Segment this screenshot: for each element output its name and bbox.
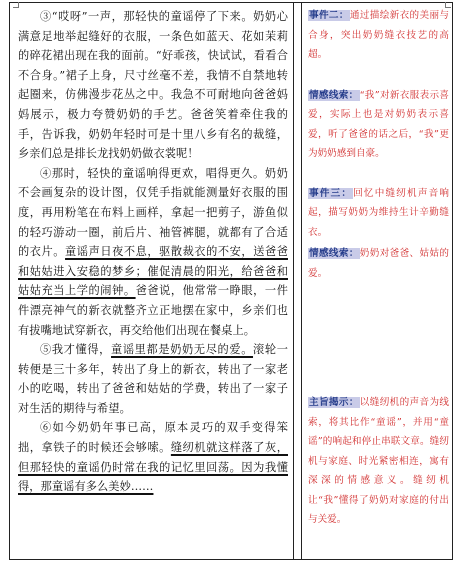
annotation-text: “我”对新衣服表示喜爱，实际上也是对奶奶表示喜爱，听了爸爸的话之后，“我”更为奶奶感到自豪。 bbox=[308, 89, 450, 159]
paragraph-6-intro: ⑥如今奶奶年事已高，原本灵巧的双手变得笨拙，拿铁子的时候还会够嗦。 bbox=[18, 421, 288, 455]
annotation-tag: 主旨揭示： bbox=[309, 397, 359, 408]
paragraph-5-end: 滚轮一转便是三十多年，转出了身上的新衣，转出了一家老小的吃喝，转出了爸爸和姑姑的学费，转出了一家子对生活的期待与希望。 bbox=[18, 343, 288, 415]
paragraph-5 bbox=[10, 340, 293, 418]
paragraph-5-underlined: 童谣里都是奶奶无尽的爱。 bbox=[111, 343, 254, 357]
annotation-emotion-one bbox=[305, 86, 453, 164]
paragraph-4 bbox=[10, 164, 293, 340]
paragraph-4-end: 爸爸说，他常常一睁眼，一件件漂亮神气的新衣就整齐立正地摆在家中，乡亲们也有拔嘴地试穿新衣，再交给他们出现在餐桌上。 bbox=[18, 284, 288, 337]
annotation-event-three bbox=[305, 184, 453, 243]
paragraph-4-intro: ④那时，轻快的童谣响得更欢，唱得更久。奶奶不会画复杂的设计图，仅凭手指就能测量好衣服的围度，再用粉笔在布料上画样，拿起一把剪子，游鱼似的轻巧游动一圈，前后片、袖管裤腿，就都有了合适的衣片。 bbox=[18, 166, 288, 259]
annotation-theme bbox=[305, 393, 453, 530]
annotation-tag: 事件二： bbox=[309, 10, 349, 21]
column-divider bbox=[301, 3, 302, 559]
annotation-text: 以缝纫机的声音为线索，将其比作“童谣”，并用“童谣”的响起和停止串联文章。缝纫机与家庭、时光紧密相连，寓有深深的情感意义。缝纫机让“我”懂得了奶奶对家庭的付出与关爱。 bbox=[308, 397, 450, 525]
annotation-tag: 情感线索： bbox=[309, 248, 359, 259]
annotation-event-two bbox=[305, 6, 453, 65]
annotation-text: 通过描绘新衣的美丽与合身，突出奶奶缝衣技艺的高超。 bbox=[308, 10, 450, 60]
paragraph-4-underlined: 童谣声日夜不息，驱散裁衣的不安，送爸爸和姑姑进入安稳的梦乡；催促清晨的阳光，给爸爸和姑姑充当上学的闹钟。 bbox=[18, 245, 288, 298]
paragraph-5-intro: ⑤我才懂得， bbox=[40, 343, 112, 357]
passage-column bbox=[10, 3, 294, 559]
annotation-emotion-two bbox=[305, 244, 453, 283]
annotation-tag: 情感线索： bbox=[309, 89, 359, 101]
annotation-column bbox=[305, 3, 453, 559]
annotation-text: 奶奶对爸爸、姑姑的爱。 bbox=[308, 248, 450, 279]
annotation-text: 回忆中缝纫机声音响起，描写奶奶为维持生计辛勤缝衣。 bbox=[308, 187, 450, 238]
annotation-tag: 事件三： bbox=[309, 187, 353, 199]
paragraph-6-underlined: 缝纫机就这样落了灰，但那轻快的童谣仍时常在我的记忆里回荡。因为我懂得，那童谣有多么美妙…… bbox=[18, 441, 288, 494]
paragraph-6 bbox=[10, 418, 293, 496]
paragraph-3: ③“哎呀”一声，那轻快的童谣停了下来。奶奶心满意足地举起缝好的衣服，一条色如蓝天、花如茉莉的碎花裙出现在我的面前。“好乖孩，快试试，看看合不合身。”裙子上身，尺寸丝毫不差，我情不自禁地转起圈来，仿佛漫步花丛之中。我急不可耐地向爸爸妈妈展示，极力夸赞奶奶的手艺。爸爸笑着牵住我的手，告诉我，奶奶年轻时可是十里八乡有名的裁缝，乡亲们总是排长龙找奶奶做衣裳呢！ bbox=[18, 10, 288, 161]
document-table bbox=[9, 2, 453, 560]
